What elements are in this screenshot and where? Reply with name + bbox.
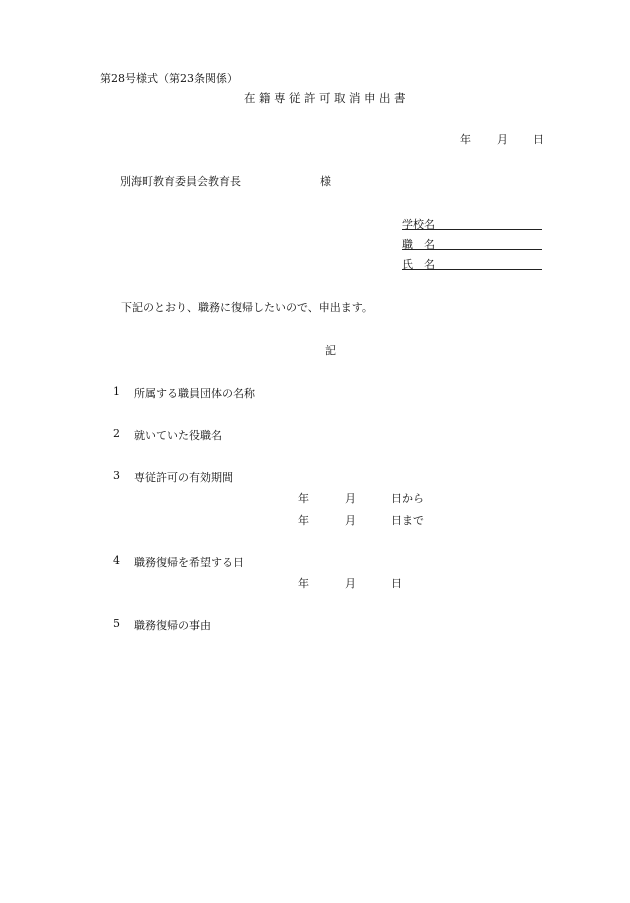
period-to-year: 年 bbox=[298, 514, 309, 527]
item-label: 所属する職員団体の名称 bbox=[134, 387, 255, 400]
item-label: 専従許可の有効期間 bbox=[134, 471, 233, 484]
item-label: 就いていた役職名 bbox=[134, 429, 222, 442]
school-label: 学校名 bbox=[402, 218, 435, 231]
body-text: 下記のとおり、職務に復帰したいので、申出ます。 bbox=[121, 301, 373, 314]
position-label: 職 名 bbox=[402, 238, 435, 251]
return-month: 月 bbox=[345, 577, 356, 590]
date-year: 年 bbox=[460, 133, 471, 146]
item-number: 2 bbox=[113, 427, 120, 440]
item-label: 職務復帰を希望する日 bbox=[134, 556, 244, 569]
item-label: 職務復帰の事由 bbox=[134, 619, 211, 632]
period-from-month: 月 bbox=[345, 492, 356, 505]
period-to-day: 日まで bbox=[391, 514, 424, 527]
form-title: 在籍専従許可取消申出書 bbox=[244, 91, 409, 105]
name-line bbox=[402, 269, 542, 270]
return-year: 年 bbox=[298, 577, 309, 590]
name-label: 氏 名 bbox=[402, 258, 435, 271]
date-day: 日 bbox=[533, 133, 544, 146]
ki-heading: 記 bbox=[325, 344, 336, 357]
date-month: 月 bbox=[497, 133, 508, 146]
period-from-day: 日から bbox=[391, 492, 424, 505]
period-from-year: 年 bbox=[298, 492, 309, 505]
item-number: 5 bbox=[113, 617, 120, 630]
position-line bbox=[402, 249, 542, 250]
period-to-month: 月 bbox=[345, 514, 356, 527]
addressee-honorific: 様 bbox=[320, 175, 331, 188]
addressee-name: 別海町教育委員会教育長 bbox=[120, 175, 241, 188]
item-number: 3 bbox=[113, 469, 120, 482]
school-line bbox=[402, 229, 542, 230]
return-day: 日 bbox=[391, 577, 402, 590]
form-number: 第28号様式（第23条関係） bbox=[100, 72, 238, 85]
item-number: 1 bbox=[113, 385, 120, 398]
item-number: 4 bbox=[113, 554, 120, 567]
